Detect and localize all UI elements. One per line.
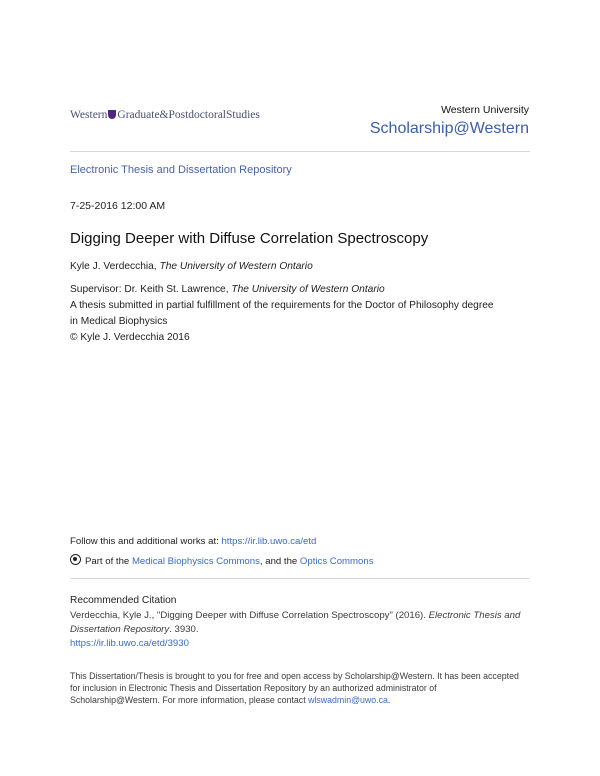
supervisor-name: Supervisor: Dr. Keith St. Lawrence, <box>70 284 229 295</box>
thesis-statement-line-1: A thesis submitted in partial fulfillment of the requirements for the Doctor of Philosophy degree <box>70 300 494 311</box>
optics-commons-link[interactable]: Optics Commons <box>299 556 374 567</box>
footer-contact-suffix: . <box>387 695 391 705</box>
footer-line-3 <box>70 694 390 706</box>
author-line <box>70 259 313 274</box>
thesis-title: Digging Deeper with Diffuse Correlation Spectroscopy <box>70 230 429 247</box>
citation-text-line-2 <box>70 622 199 637</box>
author-affiliation: The University of Western Ontario <box>159 261 313 272</box>
bepress-commons-icon <box>70 554 81 565</box>
part-of-middle: , and the <box>259 556 300 567</box>
thesis-statement-line-2: in Medical Biophysics <box>70 316 168 327</box>
citation-number: . 3930. <box>169 624 199 635</box>
part-of-line <box>70 554 374 569</box>
etd-link[interactable]: https://ir.lib.uwo.ca/etd <box>221 536 317 547</box>
footer-line-2: for inclusion in Electronic Thesis and Dissertation Repository by an authorized administrator of <box>70 683 437 693</box>
institution-name: Western University <box>441 104 529 116</box>
repository-link[interactable]: Electronic Thesis and Dissertation Repository <box>70 164 292 176</box>
supervisor-line <box>70 282 385 297</box>
scholarship-western-brand[interactable]: Scholarship@Western <box>369 120 529 137</box>
part-of-prefix: Part of the <box>85 556 132 567</box>
graduate-postdoctoral-studies-logo <box>70 109 260 121</box>
supervisor-affiliation: The University of Western Ontario <box>231 284 385 295</box>
publication-date: 7-25-2016 12:00 AM <box>70 200 166 212</box>
logo-gps-text: Graduate&PostdoctoralStudies <box>117 109 260 121</box>
copyright: © Kyle J. Verdecchia 2016 <box>70 332 190 343</box>
logo-western-text: Western <box>70 109 108 121</box>
footer-line-1: This Dissertation/Thesis is brought to you for free and open access by Scholarship@Western. It has been accepted <box>70 671 519 681</box>
citation-heading: Recommended Citation <box>70 595 177 606</box>
header-divider <box>70 151 530 152</box>
shield-icon <box>108 110 116 119</box>
author-name: Kyle J. Verdecchia, <box>70 261 157 272</box>
citation-text-line-1 <box>70 608 520 623</box>
contact-email-link[interactable]: wlswadmin@uwo.ca <box>308 695 388 705</box>
citation-text: Verdecchia, Kyle J., "Digging Deeper with Diffuse Correlation Spectroscopy" (2016). <box>70 610 426 621</box>
follow-line <box>70 534 316 549</box>
medical-biophysics-commons-link[interactable]: Medical Biophysics Commons <box>131 556 260 567</box>
citation-series-2: Dissertation Repository <box>70 624 170 635</box>
follow-prefix: Follow this and additional works at: <box>70 536 222 547</box>
footer-contact-prefix: Scholarship@Western. For more information, please contact <box>70 695 309 705</box>
citation-series-1: Electronic Thesis and <box>428 610 521 621</box>
citation-divider <box>70 578 530 579</box>
citation-url[interactable]: https://ir.lib.uwo.ca/etd/3930 <box>70 638 189 649</box>
